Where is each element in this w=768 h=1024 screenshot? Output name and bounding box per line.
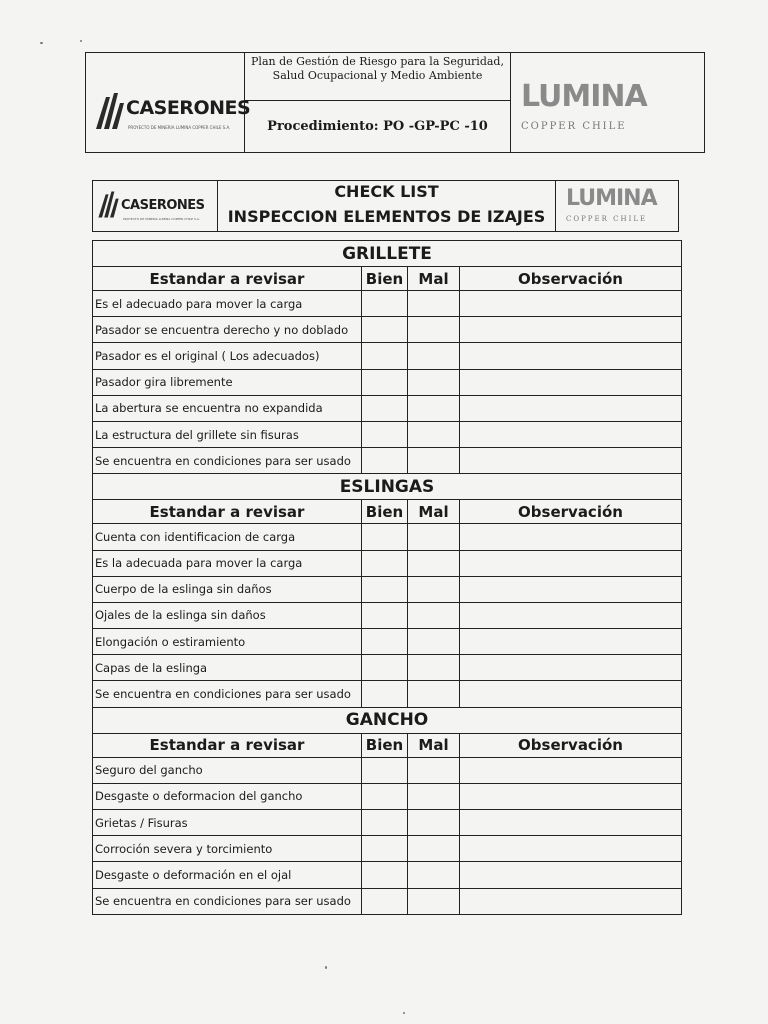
good-checkbox-cell[interactable] [362,784,408,809]
bad-checkbox-cell[interactable] [408,836,460,861]
section-title: GANCHO [93,708,681,734]
inspection-table [92,240,682,915]
caserones-logo-cell-small [93,181,218,231]
column-header-bad: Mal [408,734,460,757]
column-header-notes: Observación [518,736,623,755]
item-label: La abertura se encuentra no expandida [93,396,362,421]
item-label: Ojales de la eslinga sin daños [93,603,362,628]
table-row [93,655,681,681]
caserones-subtitle: PROYECTO DE MINERIA LUMINA COPPER CHILE S.A. [128,125,231,130]
notes-field[interactable] [460,784,681,809]
good-checkbox-cell[interactable] [362,343,408,368]
bad-checkbox-cell[interactable] [408,577,460,602]
document-header [85,52,705,153]
item-label: Es el adecuado para mover la carga [93,291,362,316]
item-label: Capas de la eslinga [93,655,362,680]
notes-field[interactable] [460,810,681,835]
column-header-bad: Mal [408,500,460,523]
checklist-title [218,181,556,231]
lumina-logo-cell-small [556,181,678,231]
section-title: ESLINGAS [93,474,681,500]
bad-checkbox-cell[interactable] [408,758,460,783]
column-header-row [93,734,681,758]
scan-speck [40,42,43,44]
header-title-cell [245,53,511,152]
good-checkbox-cell[interactable] [362,291,408,316]
bad-checkbox-cell[interactable] [408,681,460,706]
good-checkbox-cell[interactable] [362,524,408,549]
column-header-good: Bien [362,734,408,757]
good-checkbox-cell[interactable] [362,370,408,395]
item-label: Es la adecuada para mover la carga [93,551,362,576]
table-row [93,370,681,396]
good-checkbox-cell[interactable] [362,317,408,342]
table-row [93,836,681,862]
table-row [93,396,681,422]
item-label: Desgaste o deformación en el ojal [93,862,362,887]
table-row [93,681,681,707]
item-label: Se encuentra en condiciones para ser usado [93,448,362,473]
item-label: Corroción severa y torcimiento [93,836,362,861]
item-label: Seguro del gancho [93,758,362,783]
bad-checkbox-cell[interactable] [408,422,460,447]
notes-field[interactable] [460,343,681,368]
good-checkbox-cell[interactable] [362,681,408,706]
column-header-good: Bien [362,267,408,290]
good-checkbox-cell[interactable] [362,810,408,835]
good-checkbox-cell[interactable] [362,836,408,861]
table-row [93,317,681,343]
good-checkbox-cell[interactable] [362,629,408,654]
good-checkbox-cell[interactable] [362,551,408,576]
good-checkbox-cell[interactable] [362,577,408,602]
good-checkbox-cell[interactable] [362,758,408,783]
notes-field[interactable] [460,370,681,395]
caserones-wordmark: CASERONES [126,97,251,119]
bad-checkbox-cell[interactable] [408,370,460,395]
bad-checkbox-cell[interactable] [408,862,460,887]
notes-field[interactable] [460,629,681,654]
lumina-subtitle-small: COPPER CHILE [566,215,648,223]
item-label: Pasador se encuentra derecho y no doblado [93,317,362,342]
checklist-title-line1: CHECK LIST [334,182,439,201]
table-row [93,524,681,550]
column-header-notes: Observación [518,502,623,521]
column-header-row [93,500,681,524]
notes-field[interactable] [460,758,681,783]
item-label: Cuenta con identificacion de carga [93,524,362,549]
notes-field[interactable] [460,889,681,914]
item-label: Se encuentra en condiciones para ser usado [93,889,362,914]
column-header-bad: Mal [408,267,460,290]
bad-checkbox-cell[interactable] [408,655,460,680]
good-checkbox-cell[interactable] [362,655,408,680]
bad-checkbox-cell[interactable] [408,629,460,654]
table-row [93,862,681,888]
lumina-logo-small: LUMINA [566,186,657,211]
notes-field[interactable] [460,422,681,447]
notes-field[interactable] [460,836,681,861]
bad-checkbox-cell[interactable] [408,810,460,835]
table-row [93,758,681,784]
good-checkbox-cell[interactable] [362,603,408,628]
plan-title: Plan de Gestión de Riesgo para la Seguridad, Salud Ocupacional y Medio Ambiente [245,53,510,101]
table-row [93,629,681,655]
bad-checkbox-cell[interactable] [408,448,460,473]
bad-checkbox-cell[interactable] [408,603,460,628]
bad-checkbox-cell[interactable] [408,317,460,342]
good-checkbox-cell[interactable] [362,862,408,887]
caserones-logo [94,89,250,133]
good-checkbox-cell[interactable] [362,448,408,473]
notes-field[interactable] [460,291,681,316]
column-header-notes: Observación [518,269,623,288]
good-checkbox-cell[interactable] [362,422,408,447]
notes-field[interactable] [460,681,681,706]
bad-checkbox-cell[interactable] [408,889,460,914]
caserones-mark-icon [94,89,130,133]
bad-checkbox-cell[interactable] [408,784,460,809]
bad-checkbox-cell[interactable] [408,524,460,549]
table-row [93,343,681,369]
table-row [93,577,681,603]
column-header-standard: Estandar a revisar [93,267,362,290]
notes-field[interactable] [460,655,681,680]
table-row [93,448,681,474]
notes-field[interactable] [460,524,681,549]
item-label: Cuerpo de la eslinga sin daños [93,577,362,602]
scan-speck [80,40,82,42]
checklist-title-line2: INSPECCION ELEMENTOS DE IZAJES [227,207,546,226]
checklist-header [92,180,679,232]
notes-field[interactable] [460,551,681,576]
table-row [93,889,681,915]
bad-checkbox-cell[interactable] [408,396,460,421]
bad-checkbox-cell[interactable] [408,343,460,368]
bad-checkbox-cell[interactable] [408,551,460,576]
caserones-logo-cell [86,53,251,152]
table-row [93,784,681,810]
item-label: La estructura del grillete sin fisuras [93,422,362,447]
caserones-logo-small [97,187,205,223]
notes-field[interactable] [460,448,681,473]
item-label: Pasador gira libremente [93,370,362,395]
notes-field[interactable] [460,862,681,887]
bad-checkbox-cell[interactable] [408,291,460,316]
item-label: Grietas / Fisuras [93,810,362,835]
item-label: Se encuentra en condiciones para ser usado [93,681,362,706]
table-row [93,551,681,577]
notes-field[interactable] [460,603,681,628]
scan-speck [403,1012,405,1014]
item-label: Desgaste o deformacion del gancho [93,784,362,809]
table-row [93,810,681,836]
lumina-logo-cell [511,53,704,152]
table-row [93,291,681,317]
good-checkbox-cell[interactable] [362,396,408,421]
procedure-code: Procedimiento: PO -GP-PC -10 [267,119,488,134]
notes-field[interactable] [460,396,681,421]
caserones-mark-icon [97,187,123,223]
column-header-good: Bien [362,500,408,523]
lumina-logo: LUMINA [521,79,647,114]
caserones-subtitle-small: PROYECTO DE MINERIA LUMINA COPPER CHILE S.A. [123,217,200,221]
table-row [93,422,681,448]
item-label: Elongación o estiramiento [93,629,362,654]
scan-speck [325,966,327,969]
caserones-wordmark-small: CASERONES [121,198,205,213]
column-header-standard: Estandar a revisar [93,734,362,757]
lumina-subtitle: COPPER CHILE [521,121,627,132]
table-row [93,603,681,629]
notes-field[interactable] [460,577,681,602]
column-header-standard: Estandar a revisar [93,500,362,523]
item-label: Pasador es el original ( Los adecuados) [93,343,362,368]
good-checkbox-cell[interactable] [362,889,408,914]
column-header-row [93,267,681,291]
section-title: GRILLETE [93,241,681,267]
notes-field[interactable] [460,317,681,342]
